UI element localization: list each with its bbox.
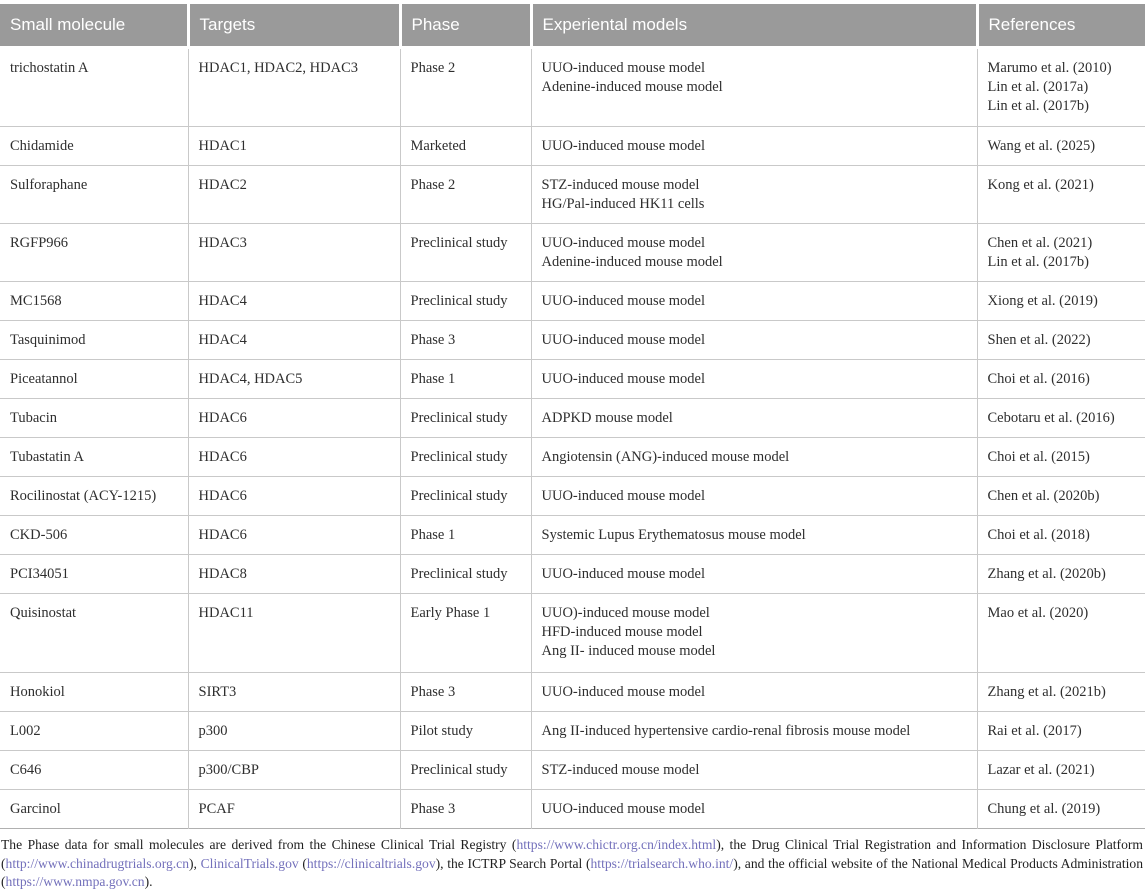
reference-line: Wang et al. (2025)	[987, 138, 1096, 154]
reference-line: Lin et al. (2017b)	[987, 254, 1089, 270]
table-row	[0, 555, 1145, 594]
reference-line: Cebotaru et al. (2016)	[987, 410, 1115, 426]
targets-cell: HDAC6	[188, 516, 400, 555]
reference-line: Zhang et al. (2020b)	[987, 566, 1106, 582]
targets-cell: HDAC4	[188, 282, 400, 321]
model-line: UUO-induced mouse model	[541, 684, 705, 700]
reference-line: Chen et al. (2020b)	[987, 488, 1100, 504]
phase-cell: Marketed	[400, 127, 531, 166]
phase-cell: Phase 1	[400, 516, 531, 555]
models-cell	[531, 224, 977, 282]
models-cell	[531, 438, 977, 477]
model-line: ADPKD mouse model	[541, 410, 673, 426]
column-header-small-molecule: Small molecule	[0, 4, 188, 48]
model-line: UUO-induced mouse model	[541, 293, 705, 309]
table-row	[0, 712, 1145, 751]
model-line: UUO-induced mouse model	[541, 235, 705, 251]
small-molecule-cell: Quisinostat	[0, 594, 188, 673]
models-cell	[531, 555, 977, 594]
models-cell	[531, 127, 977, 166]
references-cell	[977, 399, 1145, 438]
small-molecule-cell: Honokiol	[0, 673, 188, 712]
model-line: HFD-induced mouse model	[541, 624, 703, 640]
phase-cell: Pilot study	[400, 712, 531, 751]
table-row	[0, 224, 1145, 282]
model-line: UUO-induced mouse model	[541, 332, 705, 348]
small-molecule-table	[0, 4, 1145, 829]
footnote-link[interactable]: https://www.chictr.org.cn/index.html	[516, 837, 717, 852]
phase-cell: Preclinical study	[400, 224, 531, 282]
targets-cell: PCAF	[188, 790, 400, 829]
targets-cell: HDAC1	[188, 127, 400, 166]
models-cell	[531, 166, 977, 224]
table-row	[0, 594, 1145, 673]
model-line: STZ-induced mouse model	[541, 762, 700, 778]
header-row	[0, 4, 1145, 48]
targets-cell: HDAC4, HDAC5	[188, 360, 400, 399]
footnote-link[interactable]: https://www.nmpa.gov.cn	[5, 874, 145, 889]
reference-line: Choi et al. (2016)	[987, 371, 1090, 387]
phase-cell: Preclinical study	[400, 555, 531, 594]
targets-cell: HDAC2	[188, 166, 400, 224]
table-row	[0, 48, 1145, 127]
models-cell	[531, 751, 977, 790]
small-molecule-cell: Rocilinostat (ACY-1215)	[0, 477, 188, 516]
references-cell	[977, 751, 1145, 790]
phase-cell: Phase 2	[400, 166, 531, 224]
model-line: STZ-induced mouse model	[541, 177, 700, 193]
references-cell	[977, 321, 1145, 360]
references-cell	[977, 790, 1145, 829]
small-molecule-cell: Chidamide	[0, 127, 188, 166]
phase-cell: Phase 1	[400, 360, 531, 399]
small-molecule-cell: Tubastatin A	[0, 438, 188, 477]
phase-cell: Phase 3	[400, 673, 531, 712]
model-line: Angiotensin (ANG)-induced mouse model	[541, 449, 790, 465]
table-row	[0, 127, 1145, 166]
reference-line: Zhang et al. (2021b)	[987, 684, 1106, 700]
table-row	[0, 282, 1145, 321]
phase-cell: Preclinical study	[400, 438, 531, 477]
small-molecule-cell: Tasquinimod	[0, 321, 188, 360]
models-cell	[531, 48, 977, 127]
model-line: UUO-induced mouse model	[541, 138, 705, 154]
footnote-text: ), and the official website of the National Medical Products Administration (	[1, 855, 1143, 889]
small-molecule-cell: Tubacin	[0, 399, 188, 438]
phase-cell: Preclinical study	[400, 282, 531, 321]
small-molecule-cell: C646	[0, 751, 188, 790]
footnote-link[interactable]: https://trialsearch.who.int/	[590, 855, 734, 871]
model-line: UUO-induced mouse model	[541, 60, 705, 76]
phase-cell: Preclinical study	[400, 399, 531, 438]
footnote-text: (	[298, 855, 307, 871]
references-cell	[977, 48, 1145, 127]
targets-cell: p300	[188, 712, 400, 751]
reference-line: Choi et al. (2015)	[987, 449, 1090, 465]
column-header-references: References	[977, 4, 1145, 48]
reference-line: Xiong et al. (2019)	[987, 293, 1098, 309]
reference-line: Mao et al. (2020)	[987, 605, 1089, 621]
reference-line: Lazar et al. (2021)	[987, 762, 1095, 778]
phase-cell: Phase 2	[400, 48, 531, 127]
models-cell	[531, 673, 977, 712]
phase-cell: Phase 3	[400, 321, 531, 360]
model-line: HG/Pal-induced HK11 cells	[541, 196, 705, 212]
targets-cell: HDAC6	[188, 438, 400, 477]
models-cell	[531, 594, 977, 673]
small-molecule-cell: PCI34051	[0, 555, 188, 594]
references-cell	[977, 224, 1145, 282]
references-cell	[977, 438, 1145, 477]
table-row	[0, 751, 1145, 790]
small-molecule-cell: RGFP966	[0, 224, 188, 282]
model-line: Ang II-induced hypertensive cardio-renal fibrosis mouse model	[541, 723, 911, 739]
table-row	[0, 516, 1145, 555]
model-line: UUO-induced mouse model	[541, 566, 705, 582]
table-row	[0, 673, 1145, 712]
footnote-text: ).	[144, 874, 153, 889]
table-row	[0, 477, 1145, 516]
targets-cell: SIRT3	[188, 673, 400, 712]
reference-line: Lin et al. (2017a)	[987, 79, 1089, 95]
reference-line: Shen et al. (2022)	[987, 332, 1091, 348]
column-header-targets: Targets	[188, 4, 400, 48]
model-line: UUO-induced mouse model	[541, 371, 705, 387]
targets-cell: HDAC4	[188, 321, 400, 360]
reference-line: Chung et al. (2019)	[987, 801, 1101, 817]
reference-line: Rai et al. (2017)	[987, 723, 1082, 739]
phase-cell: Preclinical study	[400, 751, 531, 790]
footnote-link[interactable]: http://www.chinadrugtrials.org.cn	[5, 855, 190, 871]
targets-cell: HDAC6	[188, 399, 400, 438]
table-row	[0, 360, 1145, 399]
footnote-text: The Phase data for small molecules are derived from the Chinese Clinical Trial Registry (	[1, 837, 517, 852]
table-footnote	[0, 829, 1145, 892]
targets-cell: HDAC8	[188, 555, 400, 594]
models-cell	[531, 477, 977, 516]
references-cell	[977, 166, 1145, 224]
targets-cell: HDAC1, HDAC2, HDAC3	[188, 48, 400, 127]
reference-line: Choi et al. (2018)	[987, 527, 1090, 543]
targets-cell: HDAC3	[188, 224, 400, 282]
small-molecule-cell: trichostatin A	[10, 60, 89, 76]
small-molecule-cell: Sulforaphane	[0, 166, 188, 224]
small-molecule-cell: L002	[0, 712, 188, 751]
column-header-experiental-models: Experiental models	[531, 4, 977, 48]
targets-cell: p300/CBP	[188, 751, 400, 790]
reference-line: Marumo et al. (2010)	[987, 60, 1112, 76]
footnote-link[interactable]: ClinicalTrials.gov	[200, 855, 299, 871]
models-cell	[531, 321, 977, 360]
model-line: Systemic Lupus Erythematosus mouse model	[541, 527, 806, 543]
footnote-text: ),	[189, 855, 201, 871]
small-molecule-cell: MC1568	[0, 282, 188, 321]
table-row	[0, 399, 1145, 438]
footnote-text: ), the Drug Clinical Trial Registration and Information Disclosure Platform (	[1, 837, 1143, 871]
references-cell	[977, 712, 1145, 751]
table-row	[0, 321, 1145, 360]
reference-line: Lin et al. (2017b)	[987, 98, 1089, 114]
table-row	[0, 790, 1145, 829]
small-molecule-cell: CKD-506	[0, 516, 188, 555]
references-cell	[977, 127, 1145, 166]
footnote-text: ), the ICTRP Search Portal (	[435, 855, 591, 871]
phase-cell: Preclinical study	[400, 477, 531, 516]
reference-line: Chen et al. (2021)	[987, 235, 1093, 251]
targets-cell: HDAC6	[188, 477, 400, 516]
references-cell	[977, 555, 1145, 594]
table-row	[0, 438, 1145, 477]
references-cell	[977, 673, 1145, 712]
models-cell	[531, 282, 977, 321]
table-body	[0, 48, 1145, 829]
phase-cell: Early Phase 1	[400, 594, 531, 673]
models-cell	[531, 712, 977, 751]
footnote-link[interactable]: https://clinicaltrials.gov	[306, 855, 436, 871]
targets-cell: HDAC11	[188, 594, 400, 673]
small-molecule-cell: Garcinol	[0, 790, 188, 829]
references-cell	[977, 360, 1145, 399]
model-line: UUO-induced mouse model	[541, 488, 705, 504]
model-line: Adenine-induced mouse model	[541, 79, 723, 95]
models-cell	[531, 516, 977, 555]
models-cell	[531, 790, 977, 829]
column-header-phase: Phase	[400, 4, 531, 48]
models-cell	[531, 360, 977, 399]
model-line: UUO)-induced mouse model	[541, 605, 710, 621]
references-cell	[977, 516, 1145, 555]
model-line: Adenine-induced mouse model	[541, 254, 723, 270]
table-row	[0, 166, 1145, 224]
model-line: UUO-induced mouse model	[541, 801, 705, 817]
references-cell	[977, 282, 1145, 321]
reference-line: Kong et al. (2021)	[987, 177, 1094, 193]
model-line: Ang II- induced mouse model	[541, 643, 716, 659]
small-molecule-cell: Piceatannol	[0, 360, 188, 399]
references-cell	[977, 477, 1145, 516]
phase-cell: Phase 3	[400, 790, 531, 829]
references-cell	[977, 594, 1145, 673]
models-cell	[531, 399, 977, 438]
